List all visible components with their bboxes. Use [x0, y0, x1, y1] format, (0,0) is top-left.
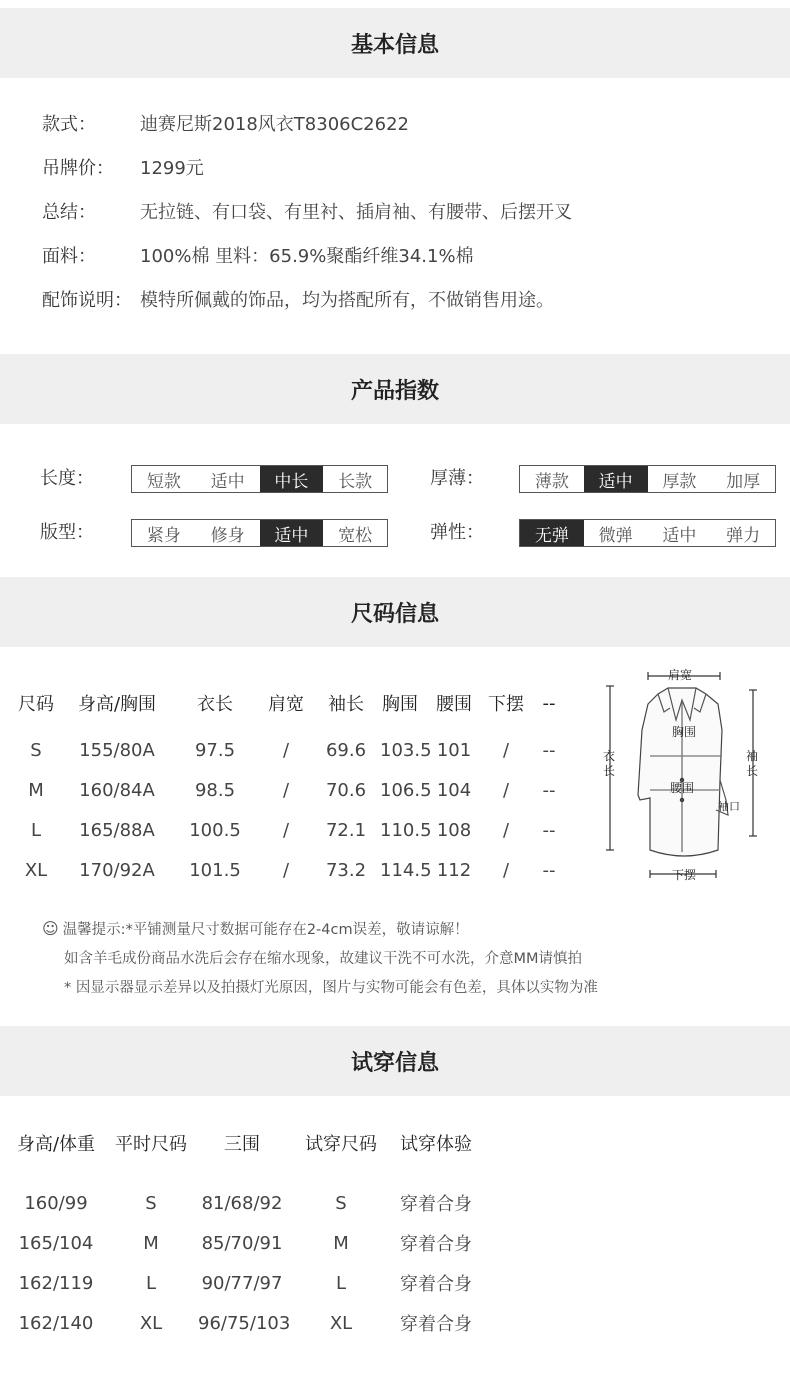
trial-cell: M — [143, 1232, 159, 1254]
trial-cell: 160/99 — [24, 1192, 88, 1214]
index-option: 中长 — [260, 466, 324, 492]
info-value: 无拉链、有口袋、有里衬、插肩袖、有腰带、后摆开叉 — [140, 202, 572, 223]
size-cell: 69.6 — [325, 739, 367, 761]
index-option: 修身 — [210, 525, 245, 546]
size-cell: 114.5 — [380, 859, 432, 881]
size-header-cell: 胸围 — [382, 694, 418, 715]
index-option: 适中 — [662, 525, 697, 546]
size-cell: 155/80A — [79, 739, 155, 761]
note-line: ☺ 温馨提示:*平铺测量尺寸数据可能存在2-4cm误差，敬请谅解！ — [42, 919, 469, 938]
index-group-length — [131, 465, 388, 493]
note-line: * 因显示器显示差异以及拍摄灯光原因，图片与实物可能会有色差，具体以实物为准 — [64, 980, 598, 996]
index-option: 宽松 — [338, 525, 373, 546]
trial-table-row — [8, 1303, 476, 1343]
trial-header-cell: 平时尺码 — [115, 1134, 187, 1155]
size-cell: / — [282, 859, 290, 881]
info-label: 面料： — [42, 246, 96, 267]
size-cell: 100.5 — [189, 819, 241, 841]
trial-cell: 穿着合身 — [400, 1274, 472, 1295]
info-value: 1299元 — [140, 158, 204, 179]
size-table — [8, 688, 574, 890]
trial-cell: S — [335, 1192, 347, 1214]
info-row-price — [42, 156, 204, 182]
index-option: 无弹 — [520, 520, 584, 546]
size-cell: 101.5 — [189, 859, 241, 881]
size-table-row — [8, 810, 574, 850]
trial-header-cell: 试穿尺码 — [305, 1134, 377, 1155]
size-header-cell: 下摆 — [488, 694, 524, 715]
size-header-cell: 尺码 — [18, 694, 54, 715]
trial-cell: 81/68/92 — [201, 1192, 283, 1214]
size-cell: / — [282, 779, 290, 801]
size-header-cell: 袖长 — [328, 694, 364, 715]
trial-cell: 穿着合身 — [400, 1194, 472, 1215]
size-cell: / — [282, 739, 290, 761]
info-label: 款式： — [42, 114, 96, 135]
index-option: 加厚 — [726, 471, 761, 492]
size-cell: 73.2 — [325, 859, 367, 881]
size-cell: S — [30, 739, 42, 761]
index-option: 微弹 — [598, 525, 633, 546]
size-cell: 108 — [436, 819, 472, 841]
trial-cell: 162/119 — [18, 1272, 94, 1294]
size-cell: / — [502, 739, 510, 761]
size-cell: -- — [542, 739, 556, 761]
size-cell: XL — [24, 859, 48, 881]
section-header-product-index: 产品指数 — [0, 354, 790, 424]
size-cell: -- — [542, 779, 556, 801]
trial-cell: 96/75/103 — [198, 1312, 291, 1334]
trial-cell: L — [145, 1272, 157, 1294]
size-header-cell: 身高/胸围 — [77, 694, 157, 715]
diagram-label-hem: 下摆 — [672, 868, 697, 882]
note-line: 如含羊毛成份商品水洗后会存在缩水现象，故建议干洗不可水洗，介意MM请慎拍 — [64, 951, 583, 967]
index-group-thickness — [519, 465, 776, 493]
trial-header-cell: 身高/体重 — [16, 1134, 96, 1155]
size-cell: L — [30, 819, 42, 841]
size-cell: 104 — [436, 779, 472, 801]
size-cell: 112 — [436, 859, 472, 881]
diagram-label-length-1: 衣 — [603, 749, 616, 763]
size-cell: 70.6 — [325, 779, 367, 801]
size-cell: 160/84A — [79, 779, 155, 801]
section-header-basic-info: 基本信息 — [0, 8, 790, 78]
info-label: 吊牌价： — [42, 158, 114, 179]
info-label: 配饰说明： — [42, 290, 132, 311]
trial-table-row — [8, 1263, 476, 1303]
diagram-label-chest: 胸围 — [672, 725, 697, 739]
index-option: 短款 — [146, 471, 181, 492]
section-header-trial-info: 试穿信息 — [0, 1026, 790, 1096]
size-cell: / — [502, 859, 510, 881]
index-option: 适中 — [584, 466, 648, 492]
coat-measurement-diagram — [598, 660, 768, 890]
size-cell: 101 — [436, 739, 472, 761]
trial-cell: S — [145, 1192, 157, 1214]
index-label-fit: 版型： — [40, 522, 94, 543]
size-header-cell: 肩宽 — [268, 694, 304, 715]
index-group-fit — [131, 519, 388, 547]
info-value: 模特所佩戴的饰品，均为搭配所有，不做销售用途。 — [140, 290, 554, 311]
size-table-row — [8, 730, 574, 770]
size-cell: 110.5 — [380, 819, 432, 841]
index-option: 适中 — [210, 471, 245, 492]
size-cell: / — [502, 819, 510, 841]
size-cell: 106.5 — [380, 779, 432, 801]
size-header-cell: -- — [542, 692, 556, 714]
diagram-label-shoulder: 肩宽 — [668, 668, 693, 682]
trial-cell: XL — [139, 1312, 163, 1334]
size-header-cell: 腰围 — [436, 694, 472, 715]
size-cell: M — [28, 779, 44, 801]
size-notes — [42, 914, 598, 1003]
trial-cell: 85/70/91 — [201, 1232, 283, 1254]
size-table-row — [8, 770, 574, 810]
size-cell: -- — [542, 859, 556, 881]
index-option: 薄款 — [534, 471, 569, 492]
size-cell: 98.5 — [194, 779, 236, 801]
trial-table-header — [8, 1128, 476, 1158]
size-cell: 103.5 — [380, 739, 432, 761]
trial-cell: M — [333, 1232, 349, 1254]
size-cell: 165/88A — [79, 819, 155, 841]
size-header-cell: 衣长 — [197, 694, 233, 715]
trial-header-cell: 三围 — [224, 1134, 260, 1155]
diagram-label-length-2: 长 — [603, 764, 616, 778]
trial-cell: 165/104 — [18, 1232, 94, 1254]
size-cell: / — [502, 779, 510, 801]
index-option: 长款 — [338, 471, 373, 492]
trial-cell: 穿着合身 — [400, 1234, 472, 1255]
index-option: 厚款 — [662, 471, 697, 492]
trial-cell: 穿着合身 — [400, 1314, 472, 1335]
trial-table-row — [8, 1183, 476, 1223]
section-header-size-info: 尺码信息 — [0, 577, 790, 647]
index-label-elasticity: 弹性： — [430, 522, 484, 543]
size-cell: 97.5 — [194, 739, 236, 761]
info-value: 迪赛尼斯2018风衣T8306C2622 — [140, 114, 409, 135]
trial-header-cell: 试穿体验 — [400, 1134, 472, 1155]
size-cell: -- — [542, 819, 556, 841]
diagram-label-sleeve-1: 袖 — [746, 749, 759, 763]
trial-table — [8, 1128, 476, 1343]
index-option: 弹力 — [726, 525, 761, 546]
trial-cell: 90/77/97 — [201, 1272, 283, 1294]
index-label-length: 长度： — [40, 468, 94, 489]
diagram-label-sleeve-2: 长 — [746, 764, 759, 778]
index-option: 紧身 — [146, 525, 181, 546]
size-table-row — [8, 850, 574, 890]
index-group-elasticity — [519, 519, 776, 547]
info-row-fabric — [42, 244, 474, 270]
trial-cell: 162/140 — [18, 1312, 94, 1334]
size-table-header — [8, 688, 574, 718]
trial-cell: L — [335, 1272, 347, 1294]
info-row-style — [42, 112, 409, 138]
info-row-summary — [42, 200, 572, 226]
index-option: 适中 — [260, 520, 324, 546]
diagram-label-cuff: 袖口 — [718, 800, 740, 813]
info-row-accessory — [42, 288, 554, 314]
info-value: 100%棉 里料：65.9%聚酯纤维34.1%棉 — [140, 246, 474, 267]
trial-cell: XL — [329, 1312, 353, 1334]
smiley-icon: ☺ — [42, 919, 59, 938]
diagram-label-waist: 腰围 — [670, 781, 695, 795]
info-label: 总结： — [42, 202, 96, 223]
size-cell: 72.1 — [325, 819, 367, 841]
index-label-thickness: 厚薄： — [430, 468, 484, 489]
trial-table-row — [8, 1223, 476, 1263]
size-cell: / — [282, 819, 290, 841]
size-cell: 170/92A — [79, 859, 155, 881]
